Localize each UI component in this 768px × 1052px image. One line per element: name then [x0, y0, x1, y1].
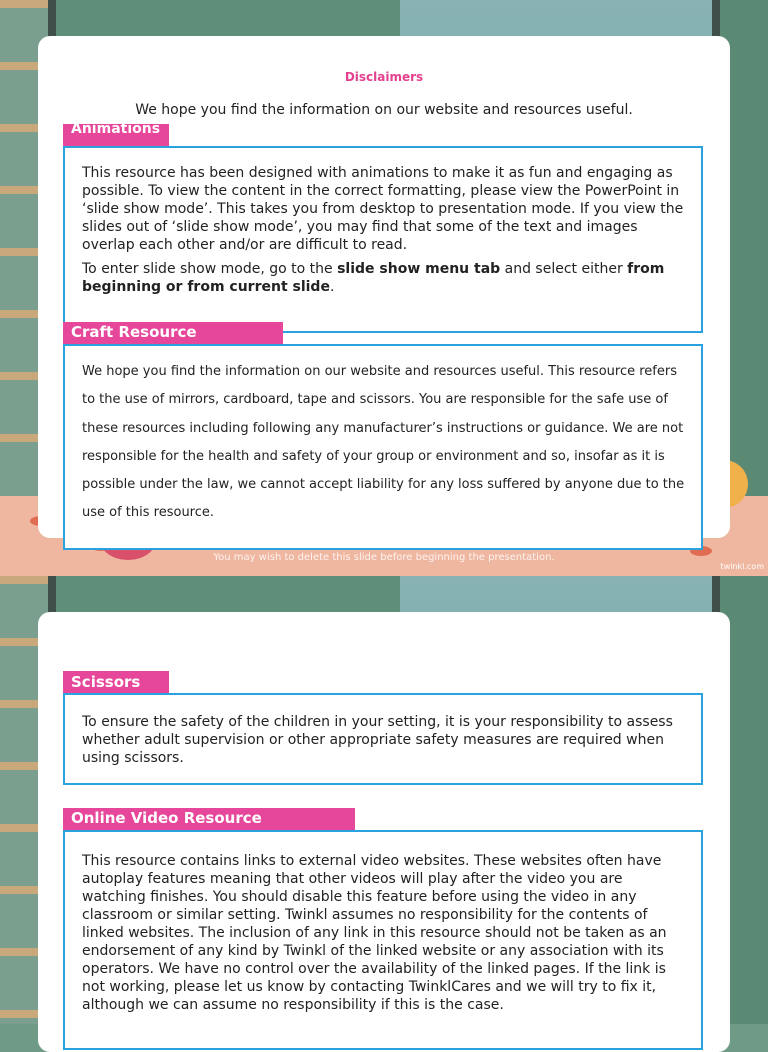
slide-disclaimers-continued — [0, 576, 768, 1024]
footer-note: You may wish to delete this slide before beginning the presentation. — [213, 552, 555, 563]
animations-paragraph: This resource has been designed with animations to make it as fun and engaging as possible. To view the content in the correct formatting, please view the PowerPoint in ‘slide show mode’. This takes you from desktop to presentation mode. If you view the slides out of ‘slide show mode’, you may find that some of the text and images overlap each other and/or are difficult to read. — [82, 165, 684, 253]
scissors-tag: Scissors — [63, 671, 169, 693]
craft-disclaimer-text: We hope you find the information on our website and resources useful. This resource refers to the use of mirrors, cardboard, tape and scissors. You are responsible for the safe use of these resources including following any manufacturer’s instructions or guidance. We are not responsible for the health and safety of your group or environment and so, insofar as it is possible under the law, we cannot accept liability for any loss suffered by anyone due to the use of this resource. — [82, 364, 685, 521]
video-disclaimer-tag: Online Video Resource — [63, 808, 355, 830]
intro-text: We hope you find the information on our website and resources useful. — [135, 102, 633, 118]
scissors-text: To ensure the safety of the children in your setting, it is your responsibility to assess whether adult supervision or other appropriate safety measures are required when using scissors. — [82, 714, 673, 766]
craft-disclaimer-box — [63, 344, 703, 550]
slide-show-instructions: To enter slide show mode, go to the slide show menu tab and select either from beginning or from current slide. — [82, 261, 665, 295]
brand-label: twinkl.com — [720, 562, 764, 571]
craft-disclaimer-tag: Craft Resource — [63, 322, 283, 344]
video-disclaimer-text: This resource contains links to external video websites. These websites often have autoplay features meaning that other videos will play after the video you are watching finishes. You should disable this feature before using the video in any classroom or similar setting. Twinkl assumes no responsibility for the contents of linked websites. The inclusion of any link in this resource should not be taken as an endorsement of any kind by Twinkl of the linked website or any association with its operators. We have no control over the availability of the linked pages. If the link is not working, please let us know by contacting TwinklCares and we will try to fix it, although we can assume no responsibility if this is the case. — [82, 853, 667, 1013]
video-disclaimer-box — [63, 830, 703, 1050]
animations-tag: Animations — [63, 124, 169, 146]
page-title: Disclaimers — [344, 70, 424, 84]
animations-box — [63, 146, 703, 333]
scissors-box — [63, 693, 703, 785]
